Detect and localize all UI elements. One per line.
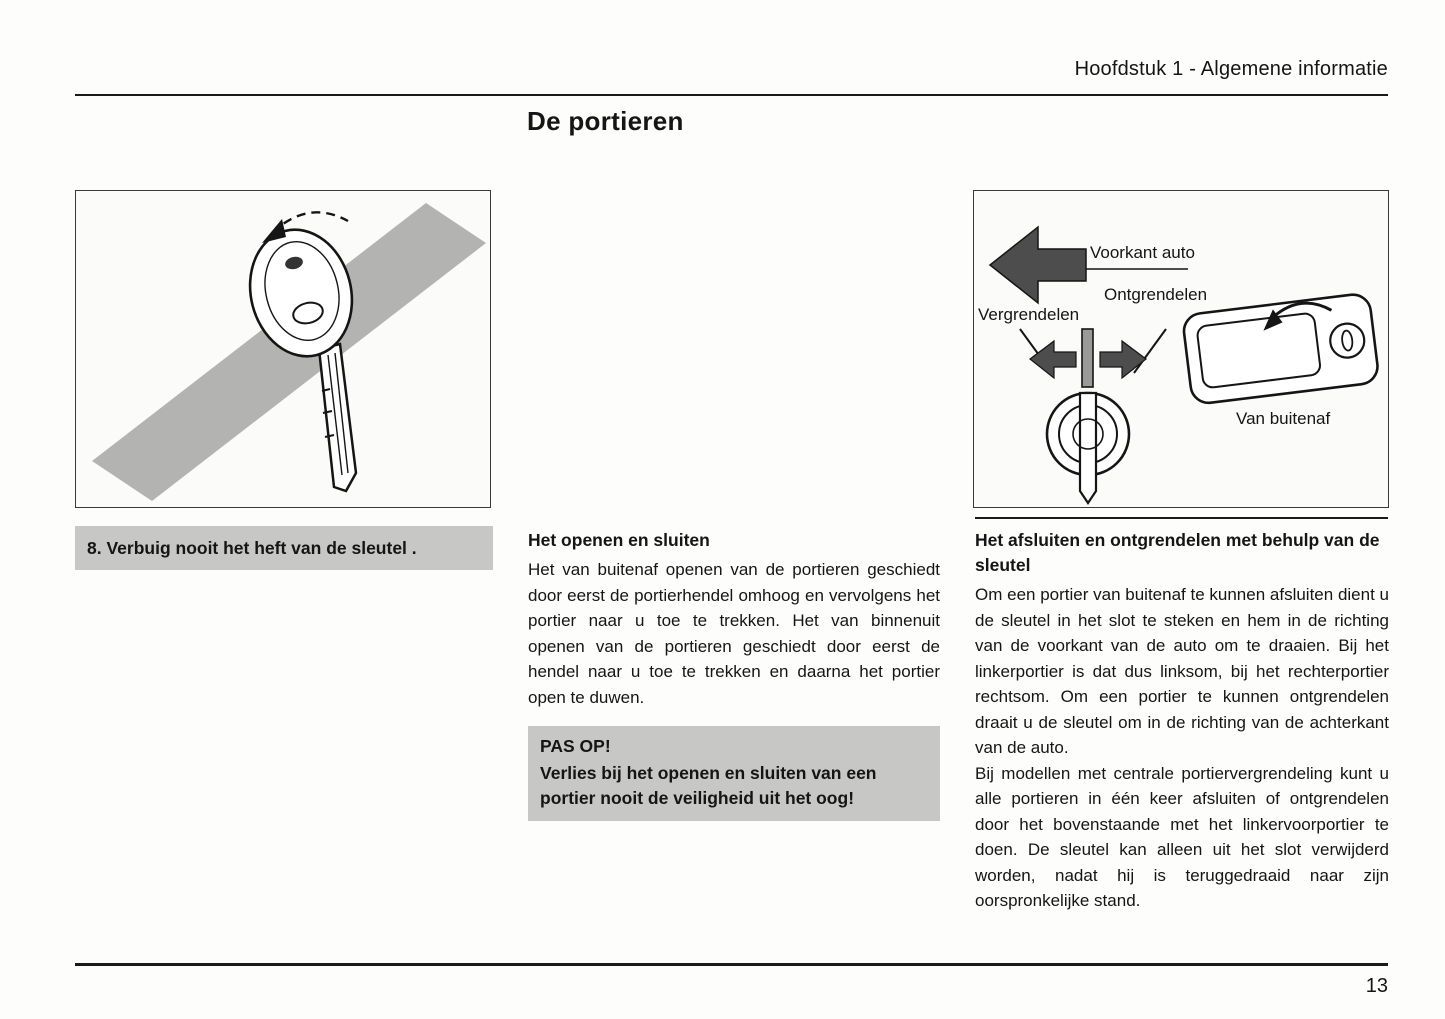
middle-column	[528, 528, 940, 821]
key-do-not-bend-illustration	[76, 191, 490, 506]
warning-box	[528, 726, 940, 821]
warning-body: Verlies bij het openen en sluiten van een portier nooit de veiligheid uit het oog!	[540, 763, 877, 808]
page-number: 13	[1365, 975, 1388, 997]
section-heading-lock-unlock: Het afsluiten en ontgrendelen met behulp van de sleutel	[975, 530, 1380, 575]
warning-title: PAS OP!	[540, 736, 611, 756]
right-column	[975, 528, 1389, 914]
section-heading-open-close: Het openen en sluiten	[528, 530, 710, 550]
key-shaft	[319, 344, 356, 491]
lock-unlock-illustration	[974, 191, 1388, 506]
right-column-rule	[975, 517, 1388, 519]
section-body-open-close: Het van buitenaf openen van de portieren geschiedt door eerst de portierhendel omhoog en vervolgens het portier naar u toe te trekken. Het van binnenuit openen van de portieren geschiedt door eerst de hendel naar u toe te trekken en daarna het portier open te duwen.	[528, 560, 940, 707]
section-body-lock-unlock-1: Om een portier van buitenaf te kunnen afsluiten dient u de sleutel in het slot te steken en hem in de richting van de voorkant van de auto om te draaien. Bij het linkerportier is dat dus linksom, bij het rechterportier rechtsom. Om een portier te kunnen ontgrendelen draait u de sleutel om in de richting van de achterkant van de auto.	[975, 585, 1389, 757]
footer-rule	[75, 963, 1388, 966]
front-direction-arrow-icon	[990, 227, 1086, 303]
key-illustration-svg	[76, 191, 489, 506]
lock-diagram-svg	[974, 191, 1387, 506]
label-front-of-car: Voorkant auto	[1090, 243, 1195, 262]
label-from-outside: Van buitenaf	[1236, 409, 1331, 428]
figure-lock-diagram	[973, 190, 1389, 508]
lock-rotation-arrow-icon	[1030, 341, 1076, 378]
chapter-header: Hoofdstuk 1 - Algemene informatie	[1074, 58, 1388, 80]
door-handle	[1182, 293, 1380, 405]
figure-key	[75, 190, 491, 508]
key-blade-top	[1082, 329, 1093, 387]
page-title: De portieren	[527, 106, 684, 136]
header-rule	[75, 94, 1388, 96]
unlock-rotation-arrow-icon	[1100, 341, 1146, 378]
label-lock: Vergrendelen	[978, 305, 1080, 324]
label-unlock: Ontgrendelen	[1104, 285, 1208, 304]
figure-caption: 8. Verbuig nooit het heft van de sleutel .	[75, 526, 493, 570]
section-body-lock-unlock-2: Bij modellen met centrale portiervergrendeling kunt u alle portieren in één keer afsluiten of ontgrendelen door het bovenstaande met het linkervoorportier te doen. De sleutel kan alleen uit het slot verwijderd worden, nadat hij is teruggedraaid naar zijn oorspronkelijke stand.	[975, 763, 1389, 910]
